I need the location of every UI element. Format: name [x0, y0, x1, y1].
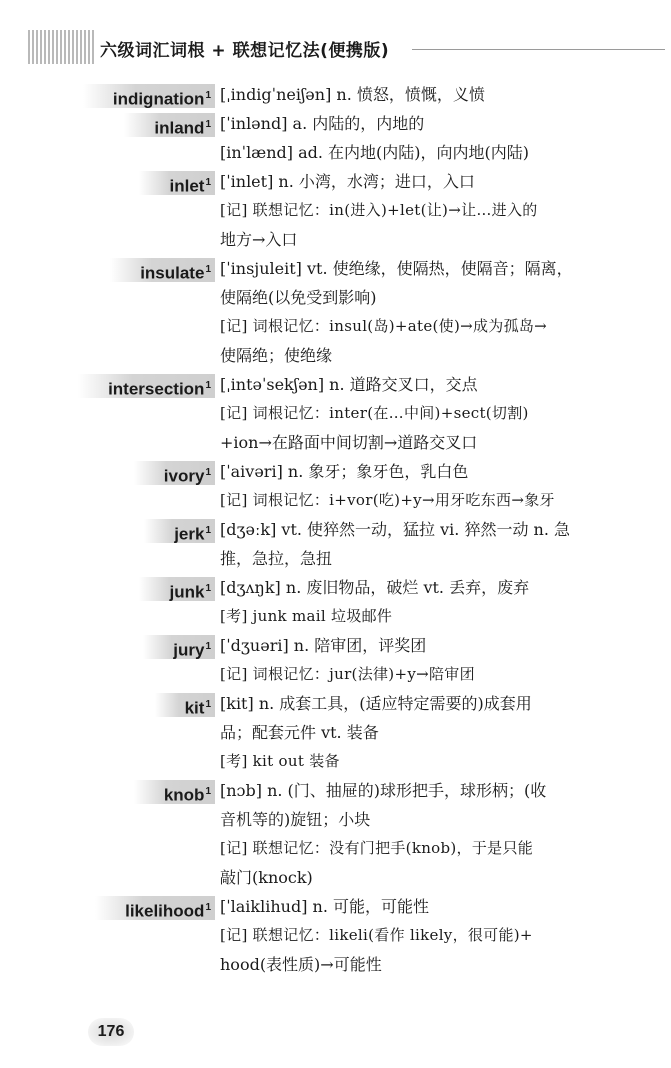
dictionary-entry: [0, 892, 671, 979]
headword-text: insulate: [140, 263, 205, 283]
entry-line: [ˈlaiklihud] n. 可能，可能性: [220, 897, 430, 916]
entry-line: [ˌintəˈsekʃən] n. 道路交叉口，交点: [220, 375, 478, 394]
entry-line: [记] 联想记忆：likeli(看作 likely，很可能)+: [220, 926, 533, 944]
entry-line: [考] kit out 装备: [220, 752, 340, 770]
entry-body: [220, 515, 615, 573]
headword: [95, 896, 215, 920]
headword-superscript: 1: [205, 177, 211, 188]
entry-line: 音机等的)旋钮；小块: [220, 810, 371, 829]
entry-line: [记] 词根记忆：jur(法律)+y→陪审团: [220, 665, 475, 683]
entry-body: [220, 80, 615, 109]
entry-line: [inˈlænd] ad. 在内地(内陆)，向内地(内陆): [220, 143, 530, 162]
headword-superscript: 1: [205, 90, 211, 101]
headword-superscript: 1: [205, 525, 211, 536]
headword-text: junk: [169, 582, 205, 602]
entry-body: [220, 370, 615, 457]
entry-line: [ˈaivəri] n. 象牙；象牙色，乳白色: [220, 462, 469, 481]
entry-line: 品；配套元件 vt. 装备: [220, 723, 379, 742]
entry-body: [220, 254, 615, 370]
headword-text: likelihood: [125, 901, 205, 921]
dictionary-entry: [0, 167, 671, 254]
entry-line: 敲门(knock): [220, 868, 313, 887]
header-decoration: [28, 30, 94, 64]
headword-superscript: 1: [205, 583, 211, 594]
entry-line: [ˈinsjuleit] vt. 使绝缘，使隔热，使隔音；隔离，: [220, 259, 573, 278]
entry-body: [220, 776, 615, 892]
entry-line: [ˌindigˈneiʃən] n. 愤怒，愤慨，义愤: [220, 85, 485, 104]
book-title: 六级词汇词根 + 联想记忆法(便携版): [100, 41, 390, 61]
headword-text: jerk: [174, 524, 205, 544]
headword-superscript: 1: [205, 786, 211, 797]
dictionary-entry: [0, 254, 671, 370]
entry-line: [ˈinlet] n. 小湾，水湾；进口，入口: [220, 172, 475, 191]
headword-text: inlet: [169, 176, 205, 196]
entry-line: [记] 词根记忆：insul(岛)+ate(使)→成为孤岛→: [220, 317, 548, 335]
headword-text: ivory: [163, 466, 205, 486]
entry-line: [记] 词根记忆：inter(在…中间)+sect(切割): [220, 404, 529, 422]
headword: [139, 577, 215, 601]
headword-text: inland: [154, 118, 205, 138]
running-header: [0, 30, 671, 64]
headword-superscript: 1: [205, 467, 211, 478]
entry-line: 使隔绝(以免受到影响): [220, 288, 377, 307]
dictionary-entry: [0, 631, 671, 689]
dictionary-entry: [0, 370, 671, 457]
page-number: 176: [88, 1018, 134, 1046]
entry-line: 推，急拉，急扭: [220, 549, 333, 568]
entry-body: [220, 892, 615, 979]
entry-line: [ˈinlənd] a. 内陆的，内地的: [220, 114, 425, 133]
dictionary-entries: [0, 80, 671, 979]
headword-text: indignation: [112, 89, 205, 109]
headword-superscript: 1: [205, 264, 211, 275]
entry-line: 地方→入口: [220, 230, 298, 249]
entry-body: [220, 689, 615, 776]
headword-superscript: 1: [205, 380, 211, 391]
entry-body: [220, 109, 615, 167]
header-rule: [412, 49, 665, 50]
headword: [78, 374, 215, 398]
headword: [155, 693, 215, 717]
headword: [110, 258, 215, 282]
headword-text: intersection: [108, 379, 205, 399]
entry-line: [kit] n. 成套工具，(适应特定需要的)成套用: [220, 694, 532, 713]
headword: [139, 171, 215, 195]
entry-body: [220, 167, 615, 254]
headword: [124, 113, 215, 137]
entry-body: [220, 573, 615, 631]
headword-text: jury: [173, 640, 205, 660]
entry-line: [dʒʌŋk] n. 废旧物品，破烂 vt. 丢弃，废弃: [220, 578, 530, 597]
entry-line: [nɔb] n. (门、抽屉的)球形把手，球形柄；(收: [220, 781, 547, 800]
dictionary-entry: [0, 515, 671, 573]
entry-line: [记] 联想记忆：没有门把手(knob)，于是只能: [220, 839, 534, 857]
headword: [143, 635, 215, 659]
headword-superscript: 1: [205, 119, 211, 130]
headword-text: kit: [184, 698, 205, 718]
headword-superscript: 1: [205, 641, 211, 652]
entry-line: [考] junk mail 垃圾邮件: [220, 607, 393, 625]
headword-text: knob: [163, 785, 205, 805]
dictionary-entry: [0, 573, 671, 631]
entry-body: [220, 457, 615, 515]
dictionary-entry: [0, 457, 671, 515]
entry-line: [记] 联想记忆：in(进入)+let(让)→让…进入的: [220, 201, 538, 219]
headword-superscript: 1: [205, 699, 211, 710]
entry-line: hood(表性质)→可能性: [220, 955, 382, 974]
dictionary-entry: [0, 109, 671, 167]
entry-line: 使隔绝；使绝缘: [220, 346, 333, 365]
dictionary-entry: [0, 776, 671, 892]
headword: [134, 461, 215, 485]
headword-superscript: 1: [205, 902, 211, 913]
entry-line: [ˈdʒuəri] n. 陪审团，评奖团: [220, 636, 427, 655]
entry-line: +ion→在路面中间切割→道路交叉口: [220, 433, 478, 452]
dictionary-entry: [0, 80, 671, 109]
headword: [134, 780, 215, 804]
entry-line: [记] 词根记忆：i+vor(吃)+y→用牙吃东西→象牙: [220, 491, 555, 509]
dictionary-entry: [0, 689, 671, 776]
entry-body: [220, 631, 615, 689]
headword: [83, 84, 215, 108]
entry-line: [dʒəːk] vt. 使猝然一动，猛拉 vi. 猝然一动 n. 急: [220, 520, 571, 539]
headword: [144, 519, 215, 543]
